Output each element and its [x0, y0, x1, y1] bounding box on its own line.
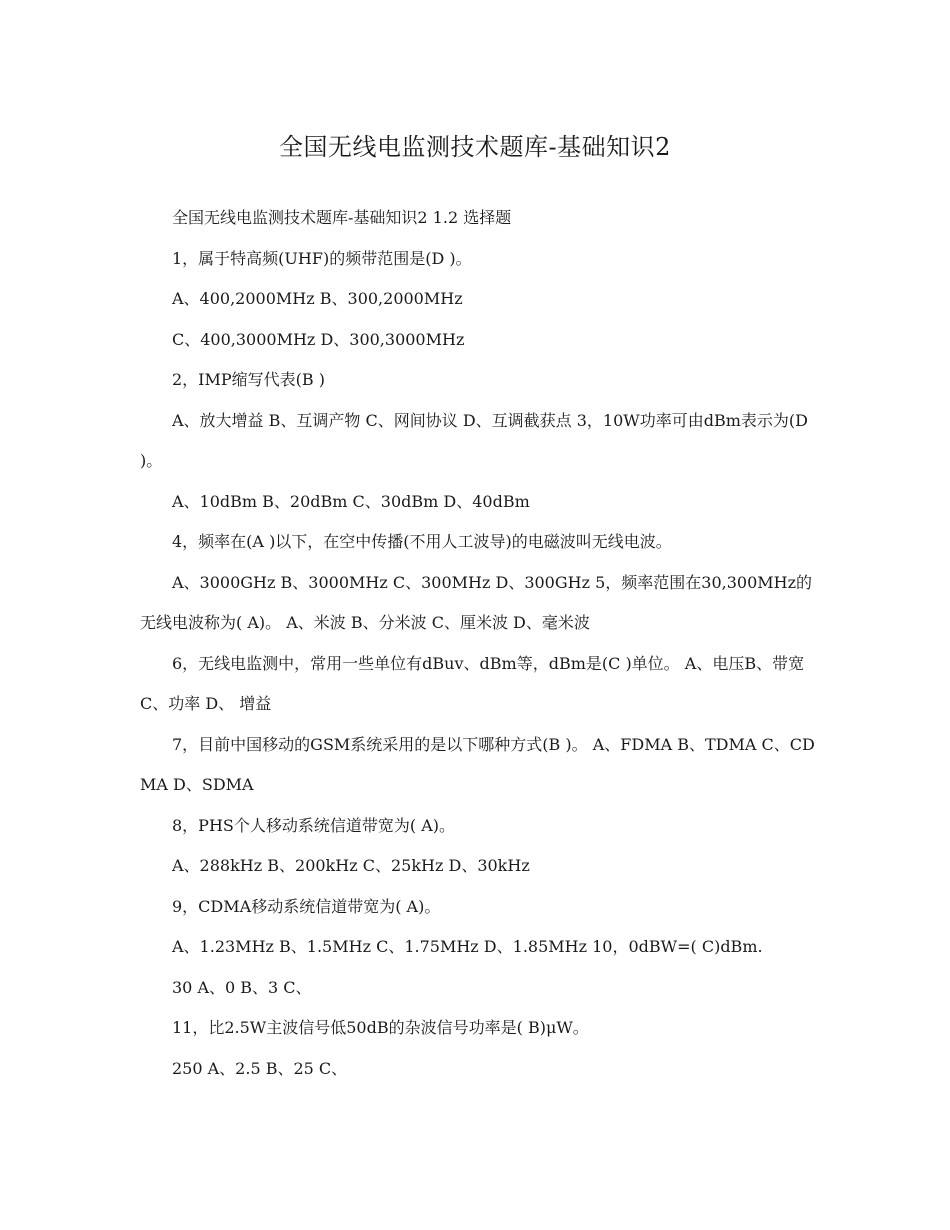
question-1: 1，属于特高频(UHF)的频带范围是(D )。: [172, 248, 472, 268]
question-2-options-question-3: A、放大增益 B、互调产物 C、网间协议 D、互调截获点 3，10W功率可由dBm表示为(D )。: [140, 410, 814, 470]
question-3-options: A、10dBm B、20dBm C、30dBm D、40dBm: [172, 491, 530, 511]
question-4: 4，频率在(A )以下，在空中传播(不用人工波导)的电磁波叫无线电波。: [172, 532, 672, 551]
question-9-options-question-10: A、1.23MHz B、1.5MHz C、1.75MHz D、1.85MHz 10，0dBW=( C)dBm.: [172, 937, 763, 956]
document-body: [140, 198, 820, 1089]
question-7: 7，目前中国移动的GSM系统采用的是以下哪种方式(B )。 A、FDMA B、TDMA C、CDMA D、SDMA: [140, 734, 815, 794]
question-11-options: 250 A、2.5 B、25 C、: [172, 1058, 348, 1078]
question-10-options: 30 A、0 B、3 C、: [172, 977, 312, 997]
question-1-options-c-d: C、400,3000MHz D、300,3000MHz: [172, 329, 465, 349]
document-title: 全国无线电监测技术题库-基础知识2: [279, 133, 671, 161]
question-8: 8，PHS个人移动系统信道带宽为( A)。: [172, 815, 455, 835]
question-4-options-question-5: A、3000GHz B、3000MHz C、300MHz D、300GHz 5，频率范围在30,300MHz的无线电波称为( A)。 A、米波 B、分米波 C、厘米波 D、毫米波: [140, 572, 813, 632]
paragraph-intro: 全国无线电监测技术题库-基础知识2 1.2 选择题: [172, 208, 512, 227]
question-8-options: A、288kHz B、200kHz C、25kHz D、30kHz: [172, 856, 530, 875]
question-6: 6，无线电监测中，常用一些单位有dBuv、dBm等，dBm是(C )单位。 A、电压B、带宽 C、功率 D、 增益: [140, 653, 810, 713]
question-1-options-a-b: A、400,2000MHz B、300,2000MHz: [172, 289, 463, 308]
question-11: 11，比2.5W主波信号低50dB的杂波信号功率是( B)μW。: [172, 1018, 589, 1037]
question-9: 9，CDMA移动系统信道带宽为( A)。: [172, 896, 441, 916]
question-2: 2，IMP缩写代表(B ): [172, 370, 325, 389]
